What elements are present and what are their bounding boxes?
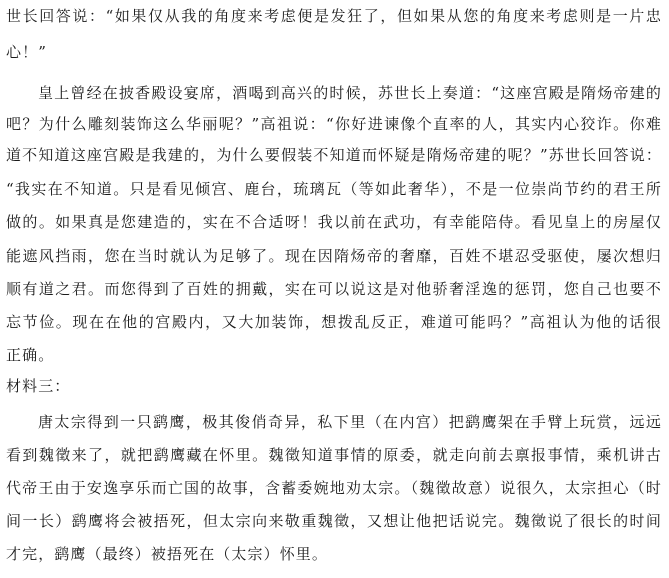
text-line: 唐太宗得到一只鹞鹰，极其俊俏奇异，私下里（在内宫）把鹞鹰架在手臂上玩赏，远远 bbox=[38, 413, 662, 431]
text-line: 代帝王由于安逸享乐而亡国的故事，含蓄委婉地劝太宗。（魏徵故意）说很久，太宗担心（时 bbox=[6, 479, 662, 497]
text-line: 才完，鹞鹰（最终）被捂死在（太宗）怀里。 bbox=[6, 545, 329, 563]
text-line: 心！” bbox=[6, 43, 47, 61]
text-line: 道不知道这座宫殿是我建的，为什么要假装不知道而怀疑是隋炀帝建的呢？”苏世长回答说： bbox=[6, 146, 662, 164]
text-line: 顺有道之君。而您得到了百姓的拥戴，实在可以说这是对他骄奢淫逸的惩罚，您自己也要不 bbox=[6, 280, 662, 298]
text-line: 正确。 bbox=[6, 346, 55, 364]
text-line: 吧？为什么雕刻装饰这么华丽呢？”高祖说：“你好进谏像个直率的人，其实内心狡诈。你难 bbox=[6, 115, 662, 133]
text-line: 做的。如果真是您建造的，实在不合适呀！我以前在武功，有幸能陪侍。看见皇上的房屋仅 bbox=[6, 213, 662, 231]
text-line: 能遮风挡雨，您在当时就认为足够了。现在因隋炀帝的奢靡，百姓不堪忍受驱使，屡次想归 bbox=[6, 247, 662, 265]
text-line: “我实在不知道。只是看见倾宫、鹿台，琉璃瓦（等如此奢华），不是一位崇尚节约的君王所 bbox=[6, 180, 662, 198]
text-line: 皇上曾经在披香殿设宴席，酒喝到高兴的时候，苏世长上奏道：“这座宫殿是隋炀帝建的 bbox=[38, 84, 662, 102]
text-line: 世长回答说：“如果仅从我的角度来考虑便是发狂了，但如果从您的角度来考虑则是一片忠 bbox=[6, 7, 662, 25]
text-line: 忘节俭。现在在他的宫殿内，又大加装饰，想拨乱反正，难道可能吗？”高祖认为他的话很 bbox=[6, 313, 662, 331]
text-line: 看到魏徵来了，就把鹞鹰藏在怀里。魏徵知道事情的原委，就走向前去禀报事情，乘机讲古 bbox=[6, 446, 662, 464]
section-heading: 材料三： bbox=[6, 377, 71, 395]
text-line: 间一长）鹞鹰将会被捂死，但太宗向来敬重魏徵，又想让他把话说完。魏徵说了很长的时间 bbox=[6, 512, 662, 530]
